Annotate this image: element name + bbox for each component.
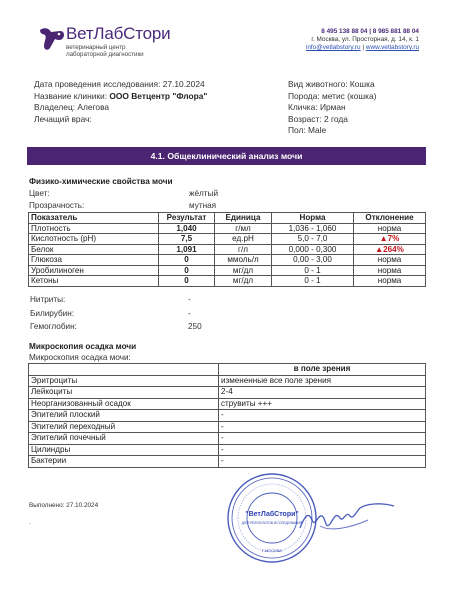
hemoglobin-label: Гемоглобин: xyxy=(30,322,77,331)
cell-unit: г/мл xyxy=(215,223,272,234)
phones: 8 495 138 88 04 | 8 985 881 88 04 xyxy=(321,28,419,35)
cell-deviation: норма xyxy=(354,223,426,234)
owner-label: Владелец: xyxy=(34,102,76,113)
cell-unit: ммоль/л xyxy=(215,255,272,266)
completed-date: Выполнено: 27.10.2024 xyxy=(29,502,99,509)
breed-label: Порода: xyxy=(288,90,320,101)
cell-deviation: норма xyxy=(354,265,426,276)
nick-value: Ирман xyxy=(319,102,346,113)
hemoglobin-value: 250 xyxy=(188,322,202,331)
col-norm: Норма xyxy=(272,213,354,224)
clinic-label: Название клиники: xyxy=(34,90,108,101)
micro-value: 2-4 xyxy=(219,387,426,399)
bilirubin-row xyxy=(30,309,330,318)
bilirubin-value: - xyxy=(188,309,191,318)
cell-norm: 5,0 - 7,0 xyxy=(272,234,354,245)
table-row xyxy=(29,276,426,287)
col-indicator: Показатель xyxy=(29,213,159,224)
bilirubin-label: Билирубин: xyxy=(30,309,75,318)
cell-unit: мг/дл xyxy=(215,276,272,287)
table-row xyxy=(29,223,426,234)
patient-info-left xyxy=(34,79,274,125)
cell-name: Белок xyxy=(29,244,159,255)
cell-name: Кетоны xyxy=(29,276,159,287)
table-row xyxy=(29,255,426,266)
brand-subtitle xyxy=(66,44,144,59)
cell-result: 1,091 xyxy=(159,244,215,255)
cell-norm: 0 - 1 xyxy=(272,276,354,287)
cell-name: Глюкоза xyxy=(29,255,159,266)
micro-value: - xyxy=(219,444,426,456)
stamp-center-text: "ВетЛабСтори" xyxy=(245,511,299,518)
brand-name: ВетЛабСтори xyxy=(66,24,171,43)
species-row xyxy=(288,79,428,91)
clinic-value: ООО Ветцентр "Флора" xyxy=(109,90,208,101)
cell-result: 0 xyxy=(159,255,215,266)
cell-result: 0 xyxy=(159,276,215,287)
breed-row xyxy=(288,91,428,103)
cell-result: 7,5 xyxy=(159,234,215,245)
color-label: Цвет: xyxy=(29,189,50,198)
micro-name: Лейкоциты xyxy=(29,387,219,399)
micro-name: Эпителий почечный xyxy=(29,433,219,445)
table-row xyxy=(29,234,426,245)
species-value: Кошка xyxy=(349,79,375,89)
links: info@vetlabstory.ru | www.vetlabstory.ru xyxy=(305,44,419,52)
sex-row xyxy=(288,125,428,137)
microscopy-subtitle-text: Микроскопия осадка мочи: xyxy=(29,353,131,362)
micro-name: Эритроциты xyxy=(29,375,219,387)
cell-unit: г/л xyxy=(215,244,272,255)
nick-label: Кличка: xyxy=(288,102,318,113)
age-value: 2 года xyxy=(323,113,348,124)
stamp-city: Г.МОСКВА xyxy=(262,548,282,553)
col-deviation: Отклонение xyxy=(354,213,426,224)
brand-subtitle-line1: ветеринарный центр xyxy=(66,44,126,51)
physchem-title: Физико-химические свойства мочи xyxy=(29,177,173,186)
micro-value: - xyxy=(219,433,426,445)
table-row xyxy=(29,410,426,422)
age-label: Возраст: xyxy=(288,113,322,124)
table-row xyxy=(29,456,426,468)
table-row xyxy=(29,421,426,433)
cell-deviation: норма xyxy=(354,276,426,287)
stamp-center-sub: ДЛЯ РЕЗУЛЬТАТОВ ИССЛЕДОВАНИЙ xyxy=(241,521,303,525)
col-unit: Единица xyxy=(215,213,272,224)
table-row xyxy=(29,387,426,399)
header xyxy=(0,0,450,70)
section-title-band: 4.1. Общеклинический анализ мочи xyxy=(27,147,426,165)
results-header-row xyxy=(29,213,426,224)
cell-name: Кислотность (pH) xyxy=(29,234,159,245)
micro-name: Неорганизованный осадок xyxy=(29,398,219,410)
micro-name: Бактерии xyxy=(29,456,219,468)
clarity-label: Прозрачность: xyxy=(29,201,85,210)
email-link[interactable]: info@vetlabstory.ru xyxy=(305,44,361,52)
results-table xyxy=(28,212,426,287)
micro-value: измененные все поле зрения xyxy=(219,375,426,387)
cell-deviation-high: ▲7% xyxy=(354,234,426,245)
dog-logo-icon xyxy=(38,26,66,52)
signature xyxy=(290,498,400,540)
cell-name: Уробилиноген xyxy=(29,265,159,276)
breed-value: метис (кошка) xyxy=(322,90,377,101)
doctor-row xyxy=(34,114,274,126)
micro-value: - xyxy=(219,421,426,433)
table-row xyxy=(29,244,426,255)
nitrites-label: Нитриты: xyxy=(30,295,66,304)
cell-unit: мг/дл xyxy=(215,265,272,276)
table-row xyxy=(29,398,426,410)
cell-deviation-high: ▲264% xyxy=(354,244,426,255)
micro-name: Эпителий плоский xyxy=(29,410,219,422)
date-label: Дата проведения исследования: xyxy=(34,79,161,89)
site-link[interactable]: www.vetlabstory.ru xyxy=(365,44,419,52)
nick-row xyxy=(288,102,428,114)
micro-value: - xyxy=(219,410,426,422)
table-row xyxy=(29,433,426,445)
cell-deviation: норма xyxy=(354,255,426,266)
microscopy-header-row xyxy=(29,364,426,376)
sex-label: Пол: xyxy=(288,125,306,136)
micro-col-empty xyxy=(29,364,219,376)
cell-norm: 0 - 1 xyxy=(272,265,354,276)
clarity-value: мутная xyxy=(189,201,217,210)
cell-name: Плотность xyxy=(29,223,159,234)
species-label: Вид животного: xyxy=(288,79,348,89)
table-row xyxy=(29,265,426,276)
cell-norm: 0,00 - 3,00 xyxy=(272,255,354,266)
micro-name: Эпителий переходный xyxy=(29,421,219,433)
cell-norm: 0,000 - 0,300 xyxy=(272,244,354,255)
microscopy-title: Микроскопия осадка мочи xyxy=(29,342,137,351)
cell-norm: 1,036 - 1,060 xyxy=(272,223,354,234)
address: г. Москва, ул. Просторная, д. 14, к. 1 xyxy=(311,36,419,44)
contacts xyxy=(306,28,419,53)
cell-unit: ед.pH xyxy=(215,234,272,245)
age-row xyxy=(288,114,428,126)
cell-result: 0 xyxy=(159,265,215,276)
micro-value: - xyxy=(219,456,426,468)
date-value: 27.10.2024 xyxy=(162,79,205,89)
owner-value: Алегова xyxy=(77,102,110,113)
micro-name: Цилиндры xyxy=(29,444,219,456)
cell-result: 1,040 xyxy=(159,223,215,234)
nitrites-value: - xyxy=(188,295,191,304)
brand-subtitle-line2: лабораторной диагностики xyxy=(66,51,144,59)
doctor-label: Лечащий врач: xyxy=(34,113,92,124)
footer-dot: . xyxy=(29,519,31,526)
hemoglobin-row xyxy=(30,322,330,331)
microscopy-table xyxy=(28,363,426,468)
color-value: жёлтый xyxy=(189,189,219,198)
col-result: Результат xyxy=(159,213,215,224)
micro-col-field: в поле зрения xyxy=(219,364,426,376)
patient-info-right xyxy=(288,79,428,137)
clinic-row xyxy=(34,91,274,103)
date-row xyxy=(34,79,274,91)
table-row xyxy=(29,375,426,387)
micro-value: струвиты +++ xyxy=(219,398,426,410)
sex-value: Male xyxy=(308,125,327,136)
nitrites-row xyxy=(30,295,330,304)
table-row xyxy=(29,444,426,456)
owner-row xyxy=(34,102,274,114)
